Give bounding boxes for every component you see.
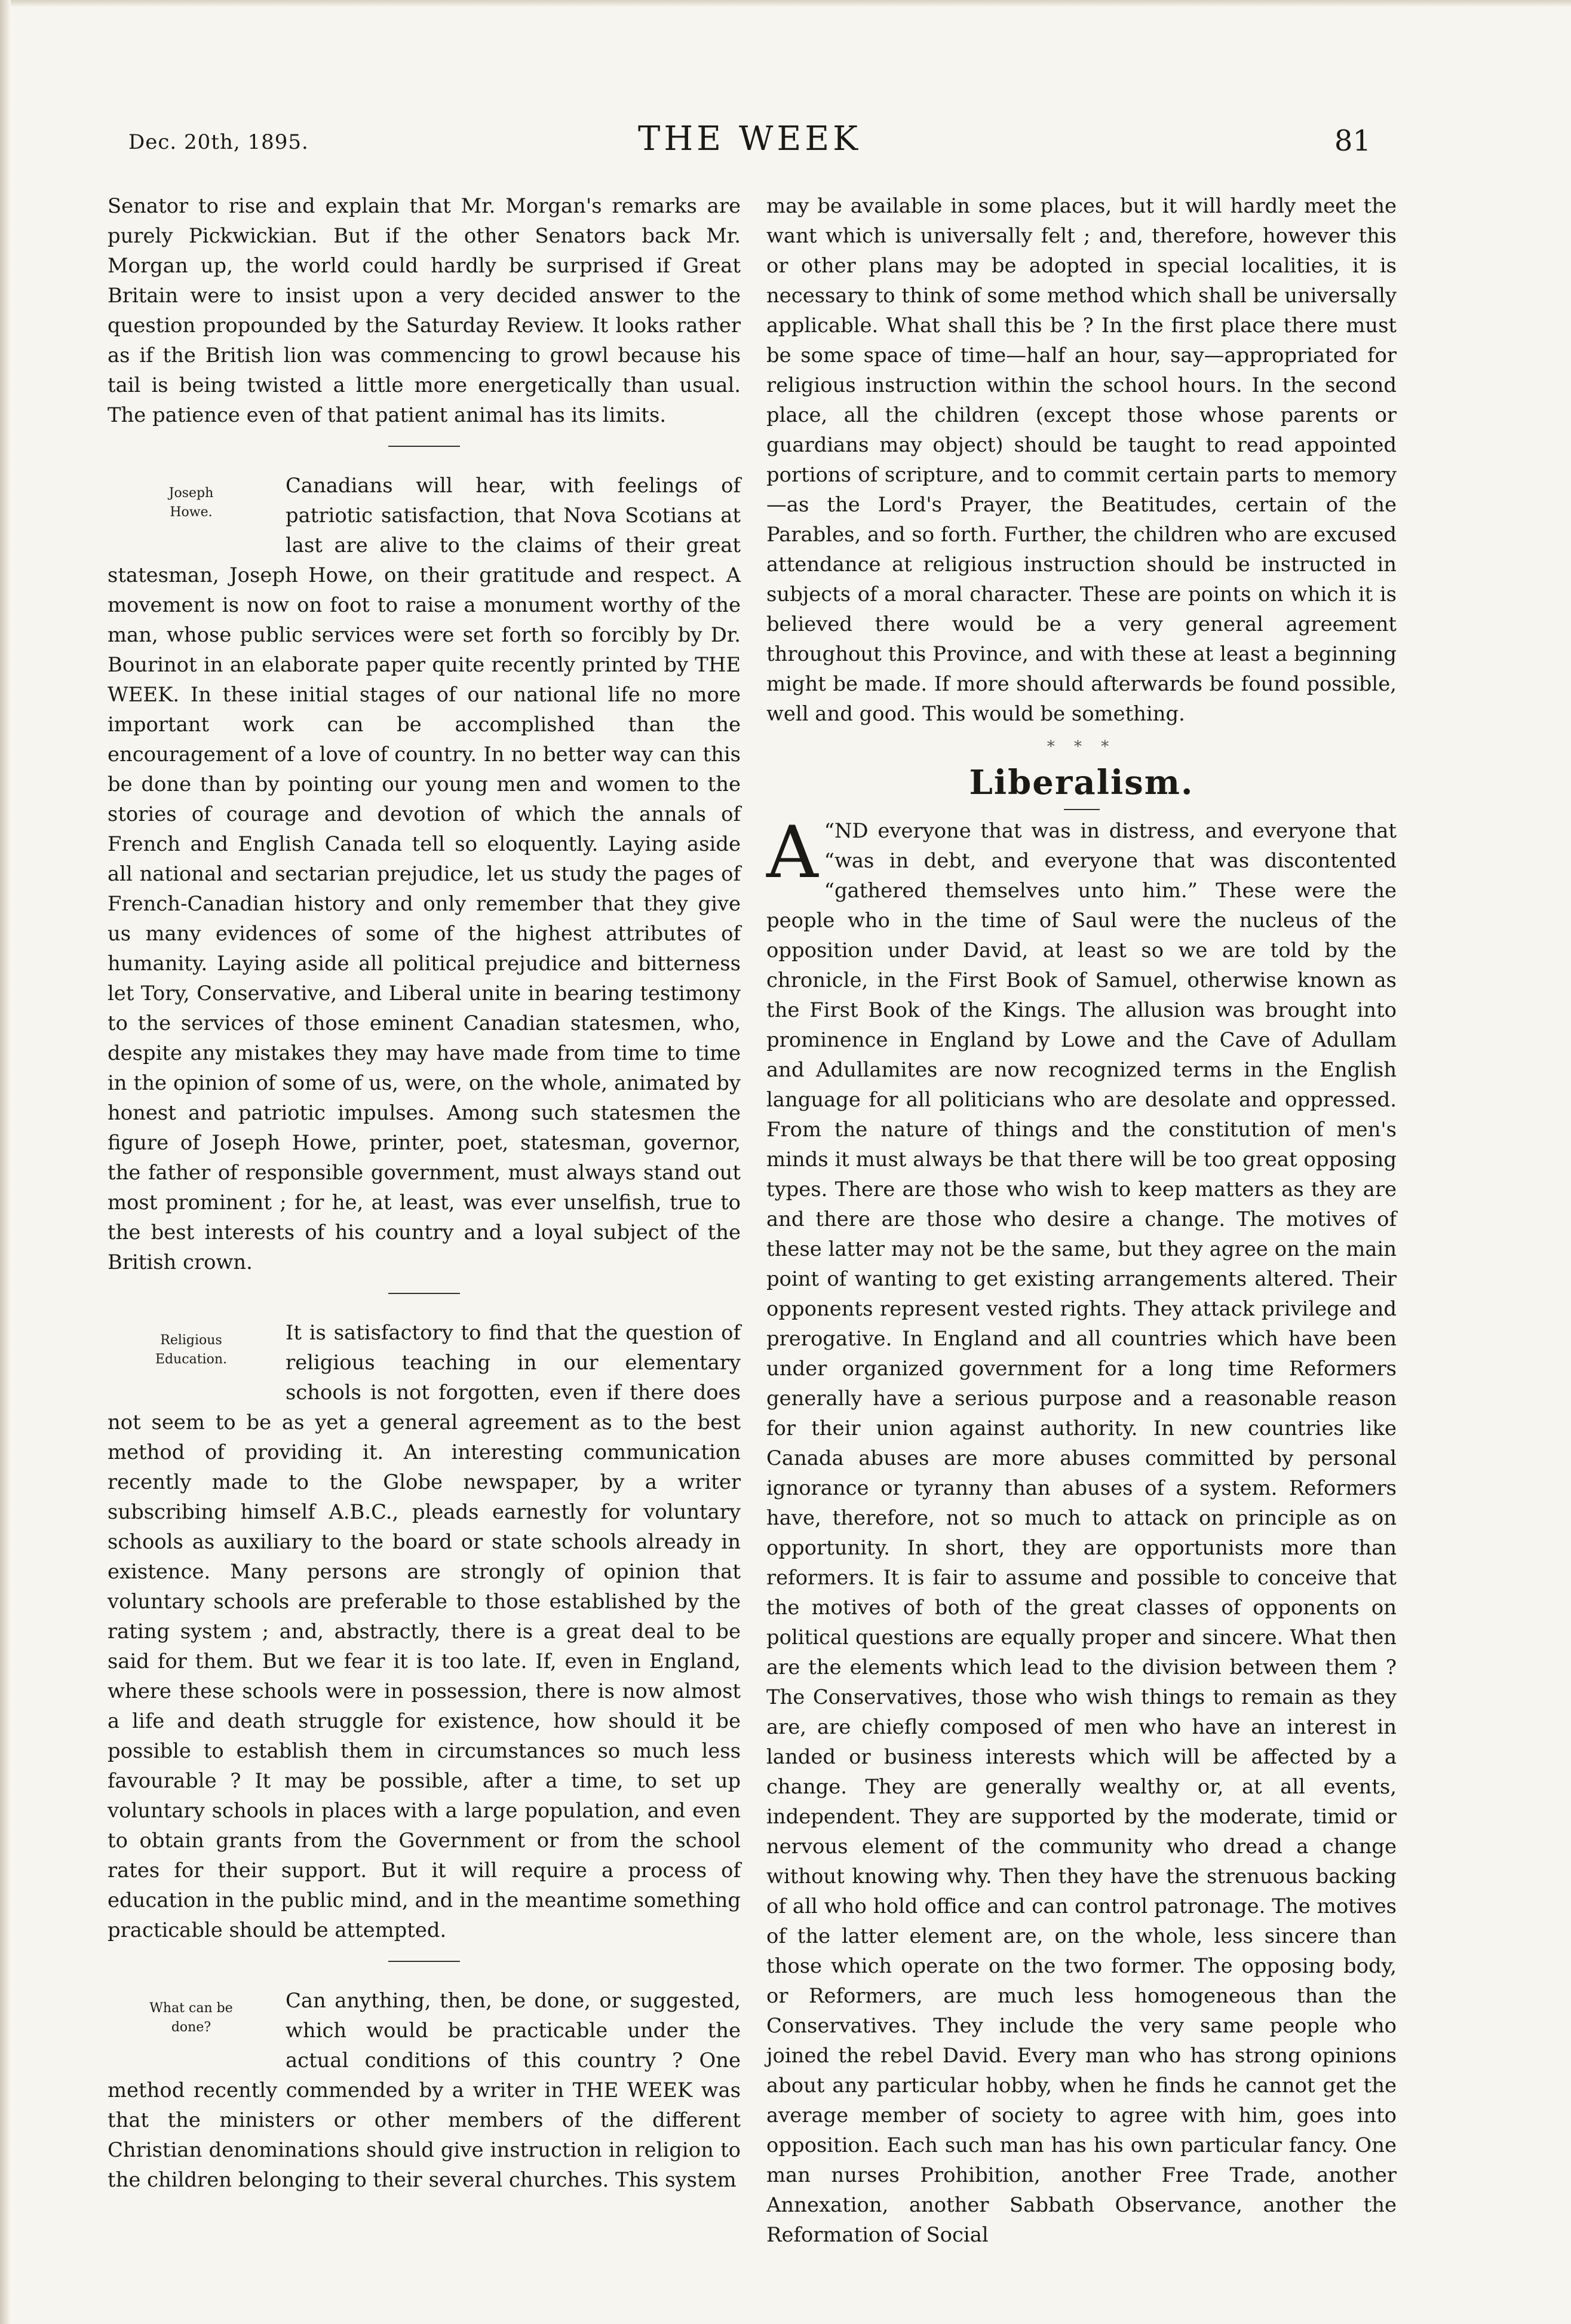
liberalism-body: ND everyone that was in distress, and everyone that “was in debt, and everyone that was discontented “gathered themselves unto him.” These were the people who in the time of Saul were the nucleus of the opposition under David, at least so we are told by the chronicle, in the First Book of Samuel, otherwise known as the First Book of the Kings. The allusion was brought into prominence in England by Lowe and the Cave of Adullam and Adullamites are now recognized terms in the English language for all politicians who are desolate and oppressed. From the nature of things and the constitution of men's minds it must always be that there will be too great opposing types. There are those who wish to keep matters as they are and there are those who desire a change. The motives of these latter may not be the same, but they agree on the main point of wanting to get existing arrangements altered. Their opponents represent vested rights. They attack privilege and prerogative. In England and all countries which have been under organized government for a long time Reformers generally have a serious purpose and a reasonable reason for their union against authority. In new countries like Canada abuses are more abuses committed by personal ignorance or tyranny than abuses of a system. Reformers have, therefore, not so much to attack on principle as on opportunity. In short, they are opportunists more than reformers. It is fair to assume and possible to conceive that the motives of both of the great classes of opponents on political questions are equally proper and sincere. What then are the elements which lead to the division between them ? The Conservatives, those who wish things to remain as they are, are chiefly composed of men who have an interest in landed or business interests which will be affected by a change. They are generally wealthy or, at all events, independent. They are supported by the moderate, timid or nervous element of the community who dread a change without knowing why. Then they have the strenuous backing of all who hold office and can control patronage. The motives of the latter element are, on the whole, less sincere than those which operate on the two former. The opposing body, or Reformers, are much less homogeneous than the Conservatives. They include the very same people who joined the rebel David. Every man who has strong opinions about any particular hobby, when he finds he cannot get the average member of society to agree with him, goes into opposition. Each such man has his own particular fancy. One man nurses Prohibition, another Free Trade, another Annexation, another Sabbath Observance, another the Reformation of Social xyxy=(766,819,1397,2246)
senator-paragraph: Senator to rise and explain that Mr. Morgan's remarks are purely Pickwickian. But if the other Senators back Mr. Morgan up, the world could hardly be surprised if Great Britain were to insist upon a very decided answer to the question propounded by the Saturday Review. It looks rather as if the British lion was commencing to growl because his tail is being twisted a little more energetically than usual. The patience even of that patient animal has its limits. xyxy=(108,194,741,427)
section-divider xyxy=(388,1961,460,1962)
religious-education-section xyxy=(108,1318,741,1945)
what-can-be-done-section xyxy=(108,1986,741,2195)
page-edge-left xyxy=(0,0,11,2324)
sidenote-joseph-howe xyxy=(108,471,275,560)
joseph-howe-paragraph: Canadians will hear, with feelings of patriotic satisfaction, that Nova Scotians at last are alive to the claims of their great statesman, Joseph Howe, on their gratitude and respect. A movement is now on foot to raise a monument worthy of the man, whose public services were set forth so forcibly by Dr. Bourinot in an elaborate paper quite recently printed by THE WEEK. In these initial stages of our national life no more important work can be accomplished than the encouragement of a love of country. In no better way can this be done than by pointing our young men and women to the stories of courage and devotion of which the annals of French and English Canada tell so eloquently. Laying aside all national and sectarian prejudice, let us study the pages of French-Canadian history and only remember that they give us many evidences of some of the highest attributes of humanity. Laying aside all political prejudice and bitterness let Tory, Conservative, and Liberal unite in bearing testimony to the services of those eminent Canadian statesmen, who, despite any mistakes they may have made from time to time in the opinion of some of us, were, on the whole, animated by honest and patriotic impulses. Among such statesmen the figure of Joseph Howe, printer, poet, statesman, governor, the father of responsible government, must always stand out most prominent ; for he, at least, was ever unselfish, true to the best interests of his country and a loyal subject of the British crown. xyxy=(108,474,741,1274)
religious-education-paragraph: It is satisfactory to find that the question of religious teaching in our elementary schools is not forgotten, even if there does not seem to be as yet a general agreement as to the best method of providing it. An interesting communication recently made to the Globe newspaper, by a writer subscribing himself A.B.C., pleads earnestly for voluntary schools as auxiliary to the board or state schools already in existence. Many persons are strongly of opinion that voluntary schools are preferable to those established by the rating system ; and, abstractly, there is a great deal to be said for them. But we fear it is too late. If, even in England, where these schools were in possession, there is now almost a life and death struggle for existence, how should it be possible to establish them in circumstances so much less favourable ? It may be possible, after a time, to set up voluntary schools in places with a large population, and even to obtain grants from the Government or from the school rates for their support. But it will require a process of education in the public mind, and in the meantime something practicable should be attempted. xyxy=(108,1321,741,1942)
joseph-howe-section xyxy=(108,471,741,1277)
right-column xyxy=(766,191,1397,2250)
section-divider xyxy=(388,1293,460,1294)
sidenote-line: Education. xyxy=(155,1352,228,1367)
sidenote-religious-education xyxy=(108,1318,275,1408)
sidenote-what-can-be-done xyxy=(108,1986,275,2075)
page-edge-top xyxy=(0,0,1571,7)
continuation-paragraph: may be available in some places, but it will hardly meet the want which is universally felt ; and, therefore, however this or other plans may be adopted in special localities, it is necessary to think of some method which shall be universally applicable. What shall this be ? In the first place there must be some space of time—half an hour, say—appropriated for religious instruction within the school hours. In the second place, all the children (except those whose parents or guardians may object) should be taught to read appointed portions of scripture, and to commit certain parts to memory—as the Lord's Prayer, the Beatitudes, certain of the Parables, and so forth. Further, the children who are excused attendance at religious instruction should be instructed in subjects of a moral character. These are points on which it is believed there would be a very general agreement throughout this Province, and with these at least a beginning might be made. If more should afterwards be found possible, well and good. This would be something. xyxy=(766,194,1397,725)
sidenote-line: done? xyxy=(171,2020,211,2035)
issue-date: Dec. 20th, 1895. xyxy=(128,130,309,154)
title-underline xyxy=(1064,809,1100,810)
left-column xyxy=(108,191,741,2195)
article-title: Liberalism. xyxy=(969,763,1194,802)
opening-quote: “ xyxy=(824,819,834,842)
sidenote-line: Joseph xyxy=(168,486,214,501)
page-header xyxy=(128,119,1371,167)
sidenote-line: What can be xyxy=(149,2001,233,2016)
sidenote-line: Religious xyxy=(160,1333,222,1348)
liberalism-paragraph xyxy=(766,811,1397,2250)
what-can-be-done-paragraph: Can anything, then, be done, or suggested, which would be practicable under the actual conditions of this country ? One method recently commended by a writer in THE WEEK was that the ministers or other members of the different Christian denominations should give instruction in religion to the children belonging to their several churches. This system xyxy=(108,1989,741,2191)
sidenote-line: Howe. xyxy=(170,505,213,520)
page-number: 81 xyxy=(1334,124,1371,158)
section-divider xyxy=(388,446,460,447)
masthead-title: THE WEEK xyxy=(637,119,862,158)
drop-cap-letter: A xyxy=(766,811,818,894)
asterism-divider: * * * xyxy=(1047,738,1116,756)
